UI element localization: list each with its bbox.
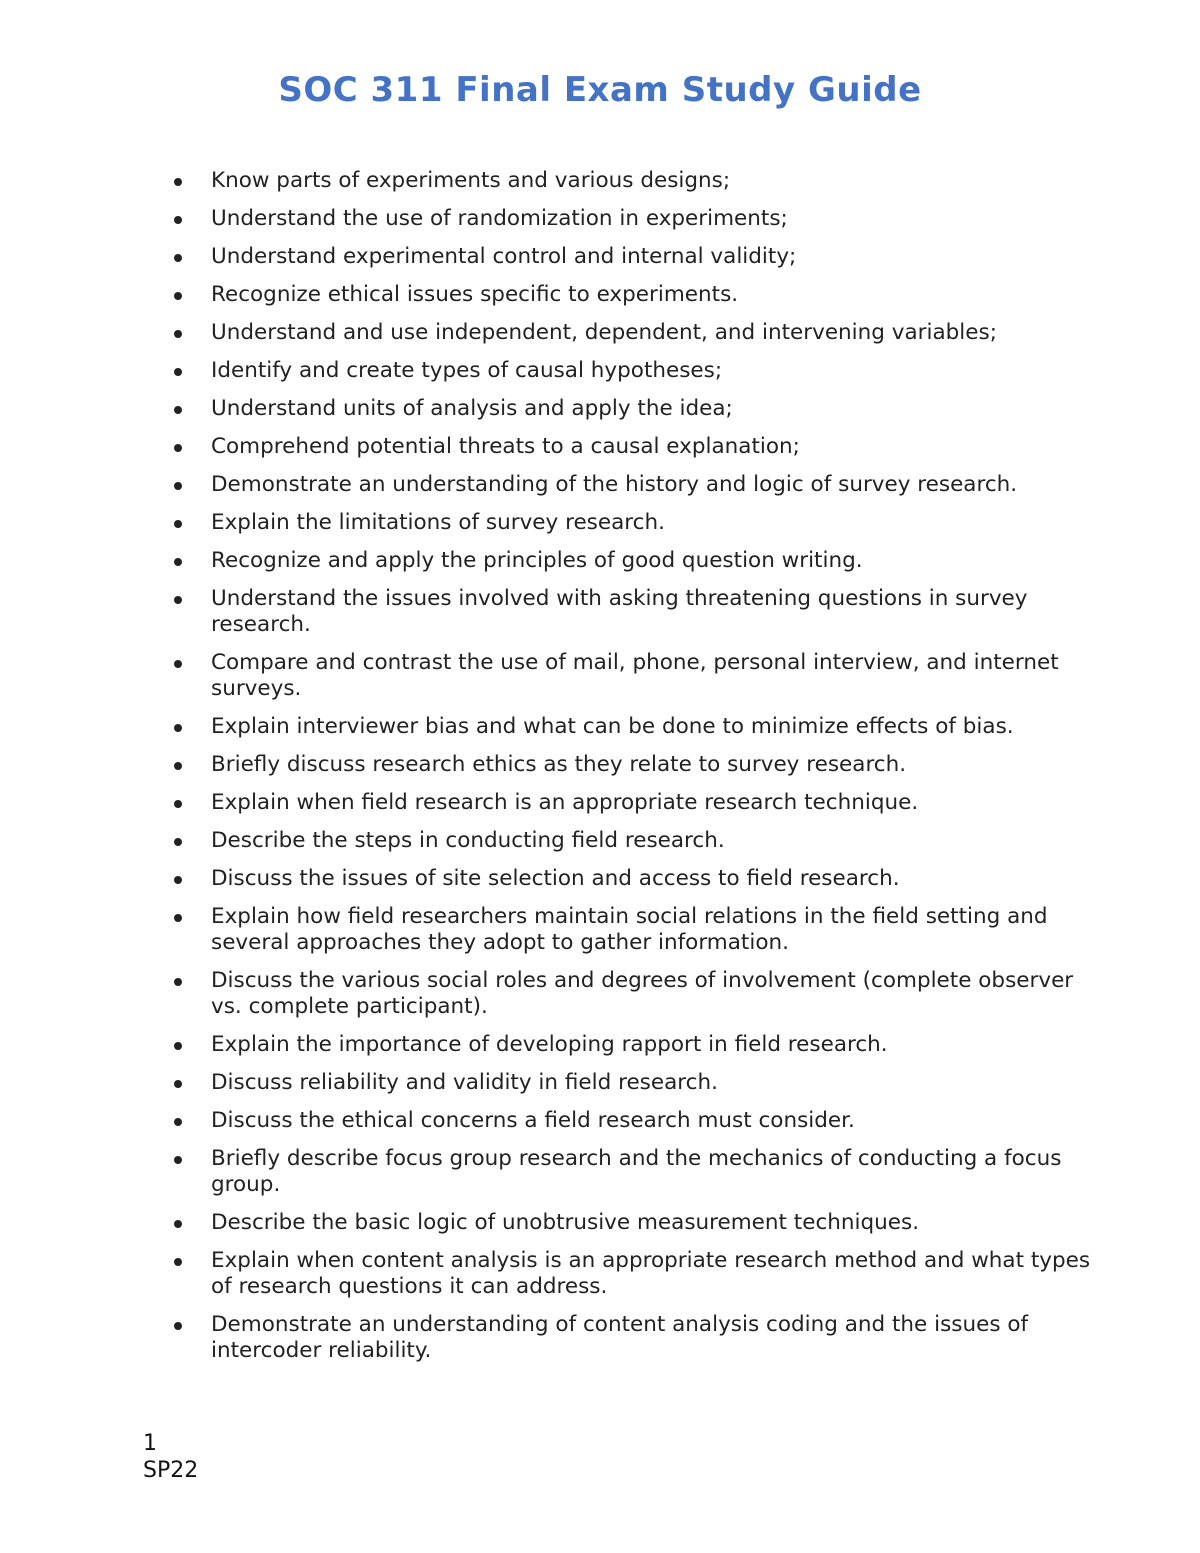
list-item: [0, 650, 1100, 702]
list-item: [0, 586, 1100, 638]
list-item: [0, 320, 1100, 346]
bullet-icon: [174, 558, 182, 566]
list-item-text: Explain the importance of developing rapport in field research.: [211, 1032, 888, 1057]
list-item: [0, 714, 1100, 740]
list-item: [0, 752, 1100, 778]
list-item: [0, 1248, 1100, 1300]
bullet-icon: [174, 1042, 182, 1050]
list-item-text: Explain the limitations of survey research.: [211, 510, 665, 535]
bullet-icon: [174, 216, 182, 224]
list-item: [0, 1312, 1100, 1364]
bullet-icon: [174, 838, 182, 846]
bullet-icon: [174, 292, 182, 300]
list-item: [0, 168, 1100, 194]
list-item-text: Discuss the ethical concerns a field research must consider.: [211, 1108, 855, 1133]
list-item-text: Discuss the various social roles and degrees of involvement (complete observer vs. complete participant).: [211, 968, 1074, 1019]
list-item: [0, 358, 1100, 384]
list-item-text: Describe the steps in conducting field research.: [211, 828, 725, 853]
bullet-icon: [174, 482, 182, 490]
list-item-text: Discuss reliability and validity in field research.: [211, 1070, 718, 1095]
list-item: [0, 1070, 1100, 1096]
list-item: [0, 1146, 1100, 1198]
bullet-icon: [174, 178, 182, 186]
list-item: [0, 1108, 1100, 1134]
bullet-icon: [174, 330, 182, 338]
bullet-icon: [174, 254, 182, 262]
list-item: [0, 434, 1100, 460]
list-item: [0, 866, 1100, 892]
list-item-text: Demonstrate an understanding of the history and logic of survey research.: [211, 472, 1018, 497]
list-item-text: Describe the basic logic of unobtrusive measurement techniques.: [211, 1210, 920, 1235]
bullet-icon: [174, 368, 182, 376]
page-number: 1: [143, 1431, 157, 1456]
page-footer: [143, 1430, 198, 1484]
list-item: [0, 968, 1100, 1020]
bullet-icon: [174, 520, 182, 528]
list-item-text: Compare and contrast the use of mail, phone, personal interview, and internet surveys.: [211, 650, 1059, 701]
list-item-text: Discuss the issues of site selection and access to field research.: [211, 866, 900, 891]
list-item: [0, 1032, 1100, 1058]
bullet-icon: [174, 1156, 182, 1164]
list-item-text: Identify and create types of causal hypotheses;: [211, 358, 723, 383]
bullet-icon: [174, 596, 182, 604]
list-item: [0, 472, 1100, 498]
list-item-text: Recognize ethical issues specific to experiments.: [211, 282, 739, 307]
list-item-text: Understand the use of randomization in experiments;: [211, 206, 788, 231]
list-item: [0, 904, 1100, 956]
list-item: [0, 828, 1100, 854]
list-item-text: Know parts of experiments and various designs;: [211, 168, 731, 193]
term-label: SP22: [143, 1458, 199, 1483]
bullet-icon: [174, 660, 182, 668]
bullet-icon: [174, 444, 182, 452]
list-item: [0, 282, 1100, 308]
list-item-text: Explain how field researchers maintain social relations in the field setting and several approaches they adopt to gather information.: [211, 904, 1048, 955]
list-item: [0, 206, 1100, 232]
list-item-text: Briefly describe focus group research and the mechanics of conducting a focus group.: [211, 1146, 1062, 1197]
list-item-text: Comprehend potential threats to a causal explanation;: [211, 434, 800, 459]
list-item-text: Recognize and apply the principles of good question writing.: [211, 548, 863, 573]
list-item-text: Explain when field research is an appropriate research technique.: [211, 790, 919, 815]
list-item-text: Understand the issues involved with asking threatening questions in survey research.: [211, 586, 1028, 637]
list-item: [0, 510, 1100, 536]
bullet-icon: [174, 1322, 182, 1330]
list-item: [0, 790, 1100, 816]
bullet-icon: [174, 978, 182, 986]
bullet-icon: [174, 406, 182, 414]
bullet-icon: [174, 1258, 182, 1266]
bullet-icon: [174, 1118, 182, 1126]
bullet-icon: [174, 1220, 182, 1228]
study-guide-list: [0, 168, 1100, 1376]
list-item-text: Explain when content analysis is an appropriate research method and what types of research questions it can address.: [211, 1248, 1091, 1299]
list-item: [0, 244, 1100, 270]
list-item-text: Demonstrate an understanding of content analysis coding and the issues of intercoder reliability.: [211, 1312, 1029, 1363]
bullet-icon: [174, 914, 182, 922]
list-item: [0, 396, 1100, 422]
bullet-icon: [174, 724, 182, 732]
list-item-text: Explain interviewer bias and what can be done to minimize effects of bias.: [211, 714, 1014, 739]
list-item-text: Briefly discuss research ethics as they relate to survey research.: [211, 752, 907, 777]
list-item-text: Understand experimental control and internal validity;: [211, 244, 797, 269]
bullet-icon: [174, 1080, 182, 1088]
bullet-icon: [174, 800, 182, 808]
bullet-icon: [174, 876, 182, 884]
list-item-text: Understand and use independent, dependent, and intervening variables;: [211, 320, 997, 345]
list-item: [0, 548, 1100, 574]
list-item-text: Understand units of analysis and apply the idea;: [211, 396, 733, 421]
document-title: SOC 311 Final Exam Study Guide: [278, 70, 922, 110]
list-item: [0, 1210, 1100, 1236]
bullet-icon: [174, 762, 182, 770]
